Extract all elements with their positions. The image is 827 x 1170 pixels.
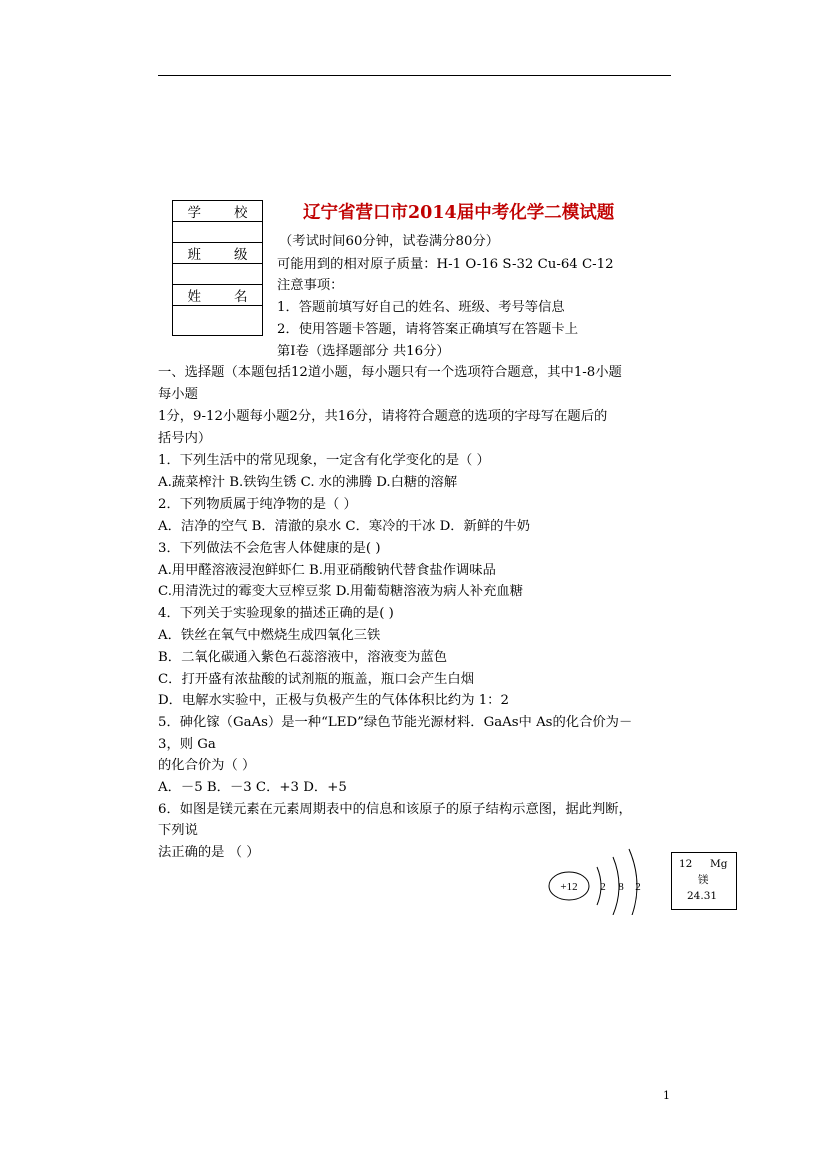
tile-atomic-mass: 24.31 — [687, 890, 718, 902]
body-line-2: 每小题 — [158, 387, 198, 402]
class-label-cell: 班级 — [173, 243, 263, 264]
body-line-13: A．铁丝在氧气中燃烧生成四氧化三铁 — [158, 628, 381, 643]
atomic-masses: 可能用到的相对原子质量：H-1 O-16 S-32 Cu-64 C-12 — [277, 257, 614, 272]
shell-2-electrons: 8 — [618, 881, 624, 893]
body-line-6: A.蔬菜榨汁 B.铁钩生锈 C. 水的沸腾 D.白糖的溶解 — [158, 475, 458, 490]
tile-atomic-number: 12 — [679, 858, 693, 870]
body-line-10: A.用甲醛溶液浸泡鲜虾仁 B.用亚硝酸钠代替食盐作调味品 — [158, 563, 496, 578]
body-line-17: 5．砷化镓（GaAs）是一种“LED”绿色节能光源材料．GaAs中 As的化合价为－ — [158, 715, 633, 730]
body-line-16: D．电解水实验中，正极与负极产生的气体体积比约为 1：2 — [158, 693, 509, 708]
body-line-4: 括号内） — [158, 431, 212, 446]
body-line-18: 3，则 Ga — [158, 737, 216, 752]
body-line-3: 1分，9-12小题每小题2分，共16分，请将符合题意的选项的字母写在题后的 — [158, 409, 608, 424]
body-line-21: 6．如图是镁元素在元素周期表中的信息和该原子的原子结构示意图，据此判断， — [158, 802, 632, 817]
exam-duration: （考试时间60分钟，试卷满分80分） — [279, 234, 499, 249]
body-line-11: C.用清洗过的霉变大豆榨豆浆 D.用葡萄糖溶液为病人补充血糖 — [158, 584, 523, 599]
body-line-23: 法正确的是 （ ） — [158, 845, 260, 860]
body-line-20: A．－5 B．－3 C．+3 D．+5 — [158, 780, 347, 795]
body-line-12: 4．下列关于实验现象的描述正确的是( ) — [158, 606, 394, 621]
notes-heading: 注意事项： — [277, 278, 344, 293]
body-line-1: 一、选择题（本题包括12道小题，每小题只有一个选项符合题意，其中1-8小题 — [158, 365, 622, 380]
tile-symbol: Mg — [710, 858, 728, 870]
nucleus-charge: +12 — [560, 881, 578, 893]
section-heading: 第Ⅰ卷（选择题部分 共16分） — [277, 344, 450, 359]
shell-3-electrons: 2 — [635, 881, 641, 893]
class-input-cell[interactable] — [173, 264, 263, 285]
body-line-19: 的化合价为（ ） — [158, 758, 256, 773]
body-line-5: 1．下列生活中的常见现象，一定含有化学变化的是（ ） — [158, 453, 490, 468]
tile-name: 镁 — [698, 874, 709, 886]
note-1: 1．答题前填写好自己的姓名、班级、考号等信息 — [277, 300, 565, 315]
periodic-tile-mg — [671, 852, 737, 910]
exam-title: 辽宁省营口市2014届中考化学二模试题 — [303, 203, 615, 223]
body-line-8: A．洁净的空气 B．清澈的泉水 C．寒冷的干冰 D．新鲜的牛奶 — [158, 519, 531, 534]
school-label-cell: 学校 — [173, 201, 263, 222]
body-line-7: 2．下列物质属于纯净物的是（ ） — [158, 497, 357, 512]
student-info-table — [172, 200, 263, 336]
header-rule — [158, 75, 671, 76]
page-number: 1 — [663, 1089, 670, 1102]
school-input-cell[interactable] — [173, 222, 263, 243]
body-line-22: 下列说 — [158, 823, 198, 838]
note-2: 2．使用答题卡答题，请将答案正确填写在答题卡上 — [277, 322, 578, 337]
body-line-9: 3．下列做法不会危害人体健康的是( ) — [158, 541, 381, 556]
body-line-15: C．打开盛有浓盐酸的试剂瓶的瓶盖，瓶口会产生白烟 — [158, 672, 475, 687]
shell-1-electrons: 2 — [600, 881, 606, 893]
body-line-14: B．二氧化碳通入紫色石蕊溶液中，溶液变为蓝色 — [158, 650, 448, 665]
name-label-cell: 姓名 — [173, 285, 263, 306]
name-input-cell[interactable] — [173, 306, 263, 336]
atom-structure-diagram — [545, 845, 665, 915]
